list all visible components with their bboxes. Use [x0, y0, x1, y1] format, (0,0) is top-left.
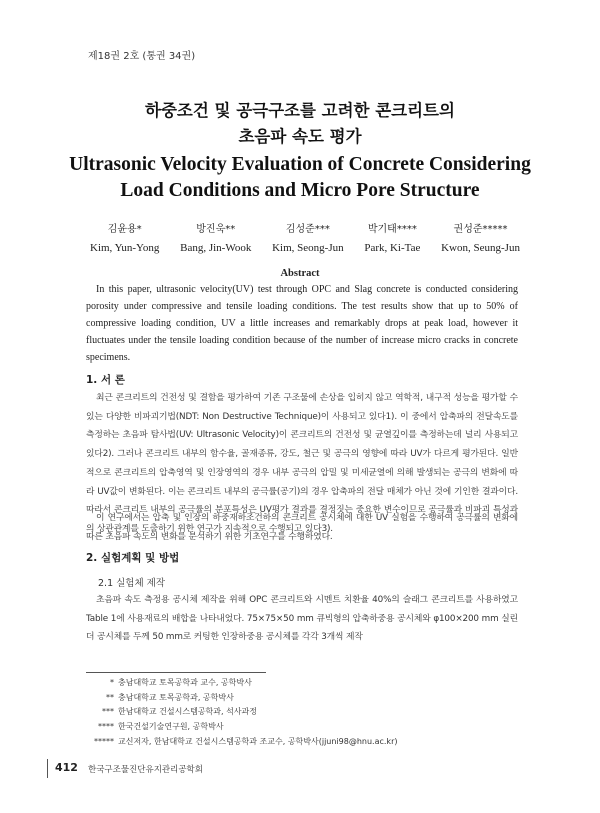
subsection-heading-specimen: 2.1 실험체 제작 — [98, 578, 166, 589]
methods-paragraph-1: 초음파 속도 측정용 공시체 제작을 위해 OPC 콘크리트와 시멘트 치환율 40%의 슬래그 콘크리트를 사용하였고 Table 1에 사용재료의 배합을 나타내었다. 75×75×50 mm 큐빅형의 압축하중용 공시체와 φ100×200 mm 실린더 공시체를 두께 50 mm로 커팅한 인장하중용 공시체를 각각 3개씩 제작 — [86, 595, 518, 643]
korean-title-line-1: 하중조건 및 공극구조를 고려한 콘크리트의 — [145, 101, 455, 120]
footnote-text: 충남대학교 토목공학과 교수, 공학박사 — [118, 678, 252, 687]
author — [272, 220, 344, 254]
footnote-mark: * — [110, 678, 114, 687]
abstract-text: In this paper, ultrasonic velocity(UV) test through OPC and Slag concrete is conducted considering porosity under compressive and tensile loading conditions. The test results show that up to 50% of compressive loading condition, UV a little increases and remarkably drops at peak load, however it fluctuates under the tensile loading condition because of the number of increase micro cracks in concrete specimens. — [86, 284, 518, 363]
footnote-mark: **** — [98, 722, 114, 732]
author-english-name: Park, Ki-Tae — [364, 242, 421, 254]
footnote-list — [88, 676, 528, 749]
footnote-divider — [86, 672, 266, 673]
author-korean-name: 박기태**** — [367, 224, 417, 235]
introduction-paragraph-2: 이 연구에서는 압축 및 인장의 하중재하조건하의 콘크리트 공시체에 대한 UV 실험을 수행하여 공극률의 변화에 따른 초음파 속도의 변화를 분석하기 위한 기초연구를 수행하였다. — [86, 513, 518, 542]
author — [441, 220, 520, 254]
footnote-item — [88, 735, 528, 750]
introduction-paragraph-1: 최근 콘크리트의 건전성 및 결함을 평가하여 기존 구조물에 손상을 입히지 않고 역학적, 내구적 성능을 평가할 수 있는 다양한 비파괴기법(NDT: Non Destructive Technique)이 사용되고 있다1). 이 중에서 압축파의 전달속도를 측정하는 초음파 탐사법(UV: Ultrasonic Velocity)이 콘크리트의 건전성 및 균열깊이를 측정하는데 널리 사용되고 있다2). 그러나 콘크리트 내부의 함수율, 골재종류, 강도, 철근 및 공극의 영향에 따라 UV가 다르게 평가된다. 일반적으로 콘크리트의 압축영역 및 인장영역의 경우 내부 공극의 압밀 및 미세균열에 의해 발생되는 공극의 변화에 따라 UV값이 변화된다. 이는 콘크리트 내부의 공극률(공기)의 경우 압축파의 전달 매체가 아닌 것에 기인한 결과이다. 따라서 콘크리트 내부의 공극률의 분포특성은 UV평가 결과를 결정짓는 중요한 변수이므로 공극률과 비파괴 특성과의 상관관계를 도출하기 위한 연구가 지속적으로 수행되고 있다3). — [86, 393, 518, 534]
author-english-name: Kwon, Seung-Jun — [441, 242, 520, 254]
section-heading-methods: 2. 실험계획 및 방법 — [86, 552, 180, 564]
author-korean-name: 방진욱** — [196, 224, 236, 235]
author — [364, 220, 420, 254]
footnote-mark: ** — [106, 692, 114, 702]
author-english-name: Kim, Seong-Jun — [272, 242, 344, 254]
footnote-item — [88, 720, 528, 735]
footnote-item — [88, 676, 528, 691]
english-title-line-1: Ultrasonic Velocity Evaluation of Concrete Considering — [69, 154, 531, 175]
author — [90, 220, 159, 254]
footer-divider-bar — [47, 759, 48, 778]
section-heading-introduction: 1. 서 론 — [86, 374, 125, 386]
footnote-item — [88, 691, 528, 706]
footnote-mark: ***** — [94, 736, 114, 746]
abstract-heading: Abstract — [280, 268, 320, 279]
journal-name: 한국구조물진단유지관리공학회 — [88, 765, 203, 775]
author-english-name: Kim, Yun-Yong — [90, 242, 160, 254]
author-korean-name: 권성준***** — [453, 224, 508, 235]
english-title-line-2: Load Conditions and Micro Pore Structure — [120, 180, 480, 201]
author — [180, 220, 251, 254]
page-number: 412 — [55, 761, 78, 774]
footnote-text: 한국건설기술연구원, 공학박사 — [118, 722, 224, 732]
footnote-item — [88, 705, 528, 720]
author-korean-name: 김성준*** — [285, 224, 330, 235]
author-korean-name: 김윤용* — [107, 224, 142, 235]
issue-label: 제18권 2호 (통권 34권) — [88, 51, 196, 62]
footnote-mark: *** — [102, 707, 114, 717]
author-english-name: Bang, Jin-Wook — [180, 242, 252, 254]
korean-title-line-2: 초음파 속도 평가 — [238, 127, 362, 146]
author-list — [90, 220, 520, 254]
footnote-text: 한남대학교 건설시스템공학과, 석사과정 — [118, 707, 258, 717]
footnote-text: 충남대학교 토목공학과, 공학박사 — [118, 692, 234, 702]
footnote-text: 교신저자, 한남대학교 건설시스템공학과 조교수, 공학박사(jjuni98@hnu.ac.kr) — [118, 736, 398, 746]
